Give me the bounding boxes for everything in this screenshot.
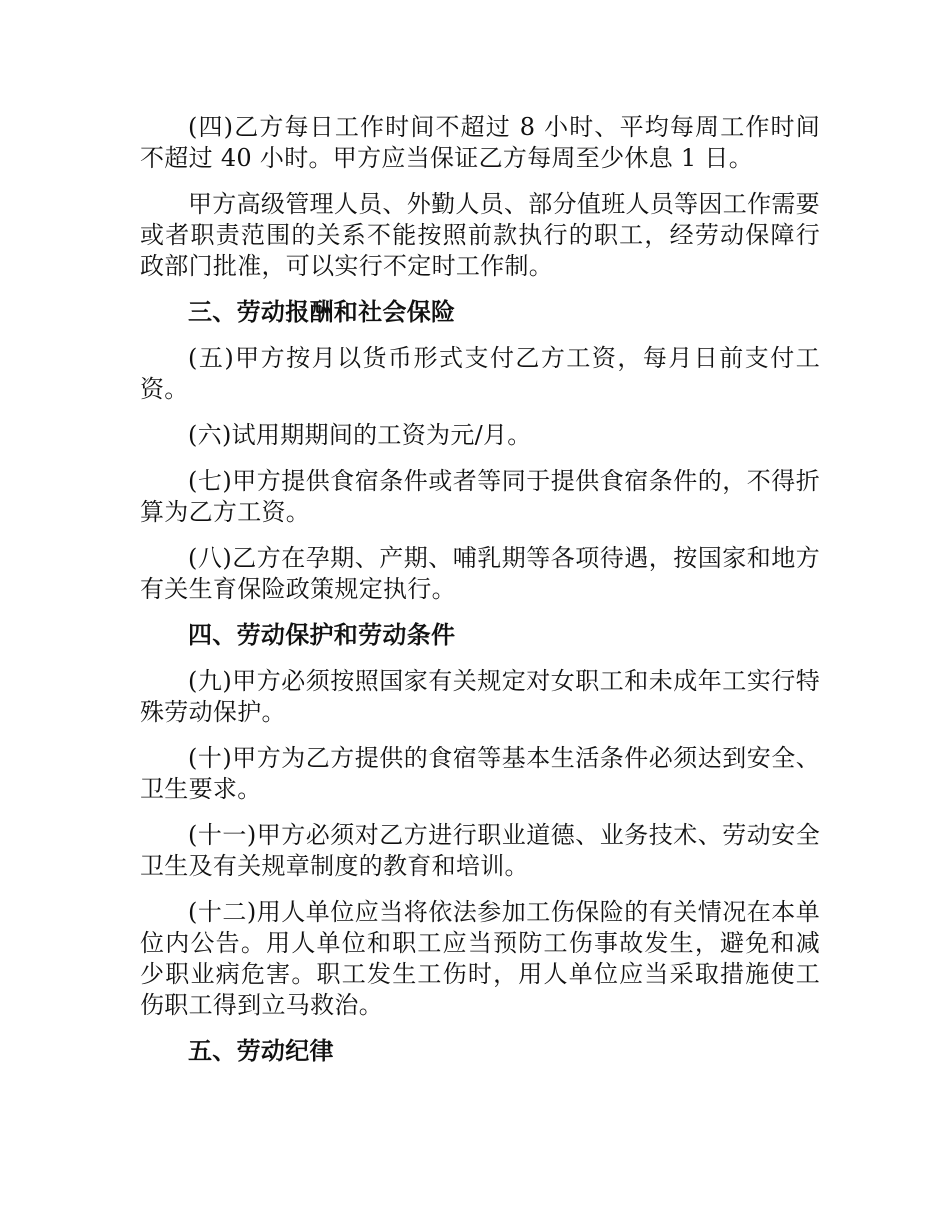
clause-4-exception: 甲方高级管理人员、外勤人员、部分值班人员等因工作需要或者职责范围的关系不能按照前款执行的职工，经劳动保障行政部门批准，可以实行不定时工作制。 xyxy=(140,190,820,280)
section-3-heading: 三、劳动报酬和社会保险 xyxy=(188,298,456,326)
document-body xyxy=(140,112,820,1082)
clause-4: (四)乙方每日工作时间不超过 8 小时、平均每周工作时间不超过 40 小时。甲方应当保证乙方每周至少休息 1 日。 xyxy=(140,113,820,172)
clause-12: (十二)用人单位应当将依法参加工伤保险的有关情况在本单位内公告。用人单位和职工应当预防工伤事故发生，避免和减少职业病危害。职工发生工伤时，用人单位应当采取措施使工伤职工得到立马救治。 xyxy=(140,898,820,1019)
clause-9: (九)甲方必须按照国家有关规定对女职工和未成年工实行特殊劳动保护。 xyxy=(140,667,820,726)
clause-5: (五)甲方按月以货币形式支付乙方工资，每月日前支付工资。 xyxy=(140,344,820,403)
clause-11: (十一)甲方必须对乙方进行职业道德、业务技术、劳动安全卫生及有关规章制度的教育和培训。 xyxy=(140,821,820,880)
section-4-heading: 四、劳动保护和劳动条件 xyxy=(188,621,456,649)
clause-6: (六)试用期期间的工资为元/月。 xyxy=(188,421,532,449)
section-5-heading: 五、劳动纪律 xyxy=(188,1037,334,1065)
clause-10: (十)甲方为乙方提供的食宿等基本生活条件必须达到安全、卫生要求。 xyxy=(140,744,820,803)
clause-8: (八)乙方在孕期、产期、哺乳期等各项待遇，按国家和地方有关生育保险政策规定执行。 xyxy=(140,544,820,603)
clause-7: (七)甲方提供食宿条件或者等同于提供食宿条件的，不得折算为乙方工资。 xyxy=(140,467,820,526)
